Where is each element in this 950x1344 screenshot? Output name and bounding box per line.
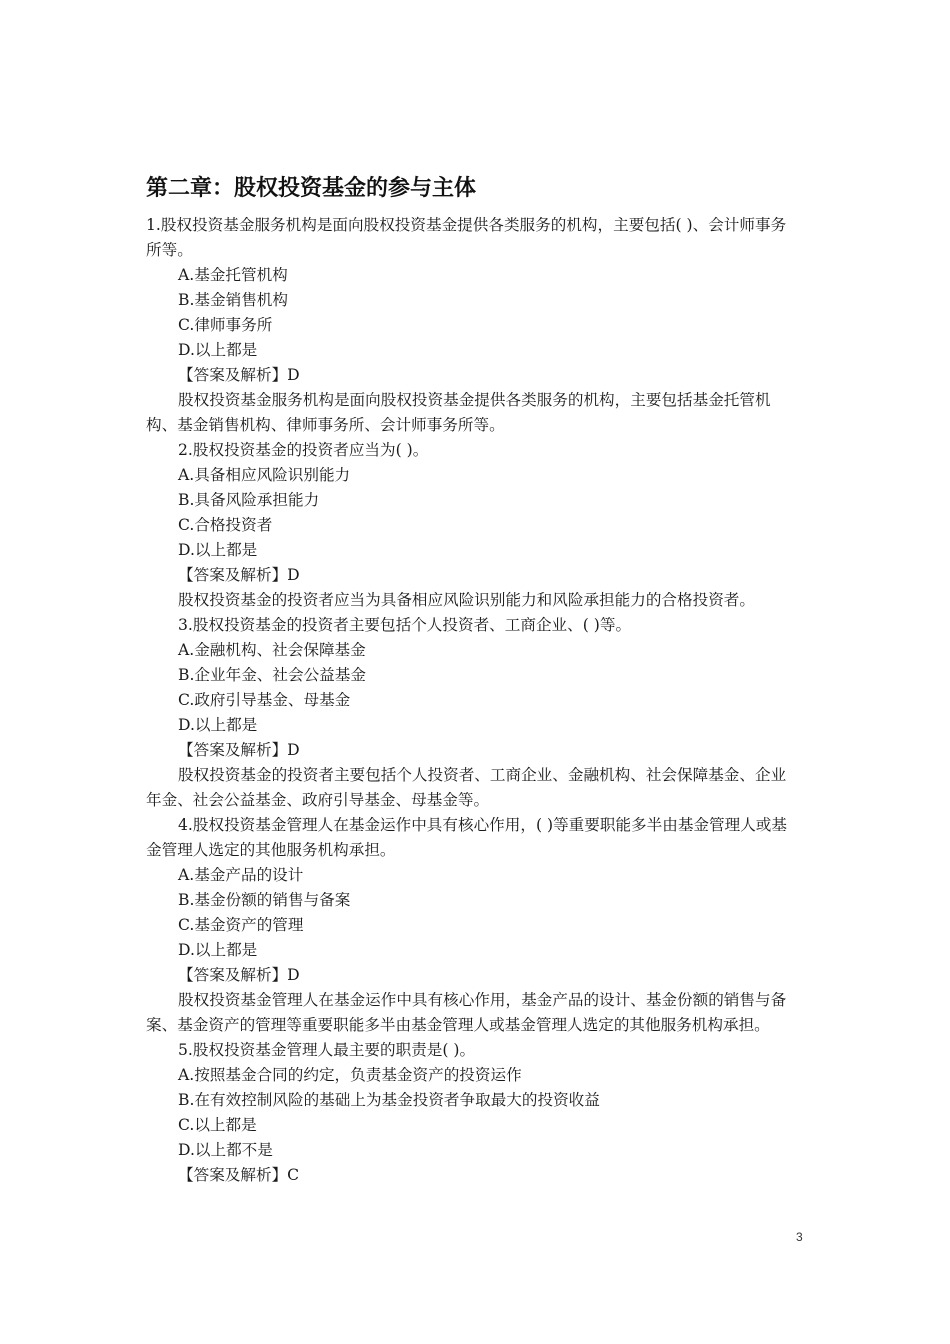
- question-stem: 5.股权投资基金管理人最主要的职责是( )。: [178, 1041, 476, 1059]
- answer-label: 【答案及解析】D: [178, 741, 300, 759]
- explanation: 股权投资基金的投资者应当为具备相应风险识别能力和风险承担能力的合格投资者。: [178, 591, 755, 609]
- page-number: 3: [796, 1230, 803, 1244]
- option-a: A.具备相应风险识别能力: [178, 466, 351, 484]
- explanation: 股权投资基金管理人在基金运作中具有核心作用，基金产品的设计、基金份额的销售与备案、基金资产的管理等重要职能多半由基金管理人或基金管理人选定的其他服务机构承担。: [146, 991, 787, 1034]
- option-d: D.以上都是: [178, 716, 258, 734]
- option-a: A.金融机构、社会保障基金: [178, 641, 366, 659]
- option-b: B.基金销售机构: [178, 291, 288, 309]
- option-d: D.以上都不是: [178, 1141, 273, 1159]
- answer-label: 【答案及解析】C: [178, 1166, 300, 1184]
- option-a: A.按照基金合同的约定，负责基金资产的投资运作: [178, 1066, 522, 1084]
- option-d: D.以上都是: [178, 341, 258, 359]
- option-b: B.具备风险承担能力: [178, 491, 320, 509]
- option-b: B.在有效控制风险的基础上为基金投资者争取最大的投资收益: [178, 1091, 600, 1109]
- option-b: B.企业年金、社会公益基金: [178, 666, 366, 684]
- option-c: C.以上都是: [178, 1116, 257, 1134]
- answer-label: 【答案及解析】D: [178, 966, 300, 984]
- question-stem: 1.股权投资基金服务机构是面向股权投资基金提供各类服务的机构，主要包括( )、会计师事务所等。: [146, 216, 787, 259]
- chapter-title: 第二章：股权投资基金的参与主体: [146, 176, 477, 201]
- question-list: [146, 213, 801, 1188]
- explanation: 股权投资基金服务机构是面向股权投资基金提供各类服务的机构，主要包括基金托管机构、基金销售机构、律师事务所、会计师事务所等。: [146, 391, 771, 434]
- option-c: C.政府引导基金、母基金: [178, 691, 351, 709]
- answer-label: 【答案及解析】D: [178, 566, 300, 584]
- question-stem: 4.股权投资基金管理人在基金运作中具有核心作用，( )等重要职能多半由基金管理人或基金管理人选定的其他服务机构承担。: [146, 816, 787, 859]
- option-c: C.合格投资者: [178, 516, 273, 534]
- option-b: B.基金份额的销售与备案: [178, 891, 351, 909]
- option-d: D.以上都是: [178, 941, 258, 959]
- option-a: A.基金托管机构: [178, 266, 288, 284]
- explanation: 股权投资基金的投资者主要包括个人投资者、工商企业、金融机构、社会保障基金、企业年金、社会公益基金、政府引导基金、母基金等。: [146, 766, 787, 809]
- option-d: D.以上都是: [178, 541, 258, 559]
- answer-label: 【答案及解析】D: [178, 366, 300, 384]
- option-a: A.基金产品的设计: [178, 866, 304, 884]
- question-stem: 3.股权投资基金的投资者主要包括个人投资者、工商企业、( )等。: [178, 616, 632, 634]
- question-stem: 2.股权投资基金的投资者应当为( )。: [178, 441, 429, 459]
- option-c: C.律师事务所: [178, 316, 273, 334]
- option-c: C.基金资产的管理: [178, 916, 304, 934]
